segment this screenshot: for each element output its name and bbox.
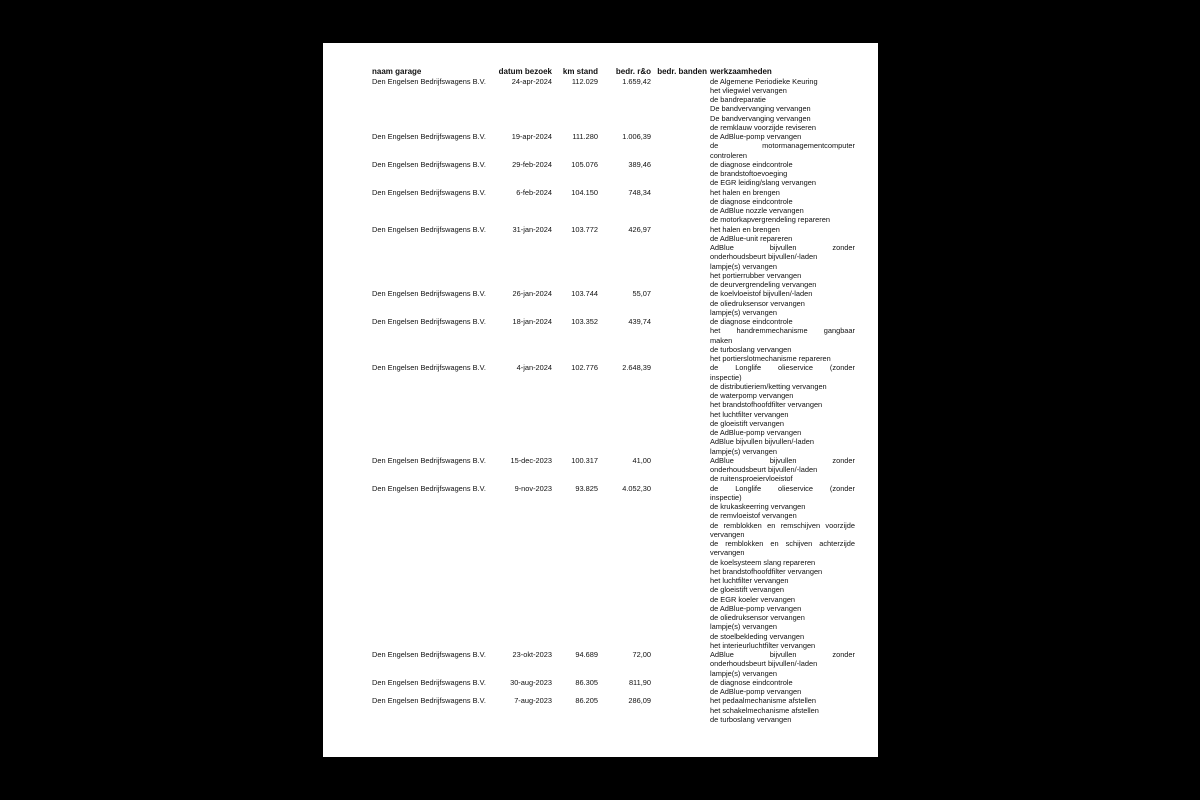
cell-ro: 1.659,42 (622, 76, 651, 86)
task-line: De bandvervanging vervangen (710, 113, 811, 123)
task-line: het brandstofhoofdfilter vervangen (710, 566, 823, 576)
task-line: de stoelbekleding vervangen (710, 631, 805, 641)
cell-garage: Den Engelsen Bedrijfswagens B.V. (372, 159, 486, 169)
task-line: de EGR leiding/slang vervangen (710, 178, 816, 188)
cell-km: 111.280 (572, 132, 598, 141)
cell-date: 6-feb-2024 (516, 187, 552, 197)
cell-garage: Den Engelsen Bedrijfswagens B.V. (372, 187, 486, 197)
cell-werkzaamheden (710, 363, 855, 456)
task-line: de oliedruksensor vervangen (710, 298, 805, 308)
cell-date: 30-aug-2023 (510, 677, 552, 687)
task-line: het halen en brengen (710, 224, 780, 234)
document-page (323, 43, 878, 757)
task-line: lampje(s) vervangen (710, 622, 777, 632)
task-line: lampje(s) vervangen (710, 307, 777, 317)
task-line: lampje(s) vervangen (710, 261, 777, 271)
cell-km: 104.150 (571, 187, 598, 197)
task-line: het interieurluchtfilter vervangen (710, 640, 816, 650)
cell-werkzaamheden (710, 650, 855, 678)
task-line: het portierrubber vervangen (710, 270, 802, 280)
cell-werkzaamheden (710, 289, 855, 317)
cell-garage: Den Engelsen Bedrijfswagens B.V. (372, 483, 486, 493)
task-line: het portierslotmechanisme repareren (710, 354, 831, 363)
cell-garage: Den Engelsen Bedrijfswagens B.V. (372, 455, 486, 465)
task-line: de motormanagementcomputer (710, 141, 855, 151)
cell-km: 103.744 (571, 289, 598, 299)
cell-ro: 2.648,39 (622, 363, 651, 373)
cell-werkzaamheden (710, 456, 855, 484)
cell-date: 7-aug-2023 (514, 696, 552, 706)
cell-ro: 1.006,39 (622, 132, 651, 141)
task-line: de bandreparatie (710, 95, 766, 104)
task-line: de AdBlue-unit repareren (710, 233, 793, 243)
cell-date: 24-apr-2024 (511, 76, 552, 86)
task-line: AdBlue bijvullen bijvullen/-laden (710, 437, 814, 447)
cell-date: 26-jan-2024 (512, 289, 552, 299)
task-line: de Longlife olieservice (zonder (710, 483, 855, 493)
task-line: de diagnose eindcontrole (710, 317, 793, 326)
task-line: de AdBlue nozzle vervangen (710, 206, 804, 215)
task-line: de motorkapvergrendeling repareren (710, 215, 830, 225)
task-line: de Algemene Periodieke Keuring (710, 76, 818, 86)
task-line: het vliegwiel vervangen (710, 85, 787, 95)
task-line: de koelvloeistof bijvullen/-laden (710, 289, 813, 299)
cell-date: 31-jan-2024 (512, 224, 552, 234)
task-line: controleren (710, 150, 747, 160)
cell-ro: 72,00 (632, 650, 651, 659)
cell-garage: Den Engelsen Bedrijfswagens B.V. (372, 363, 486, 373)
task-line: de brandstoftoevoeging (710, 169, 788, 178)
header-date: datum bezoek (498, 67, 552, 76)
task-line: vervangen (710, 548, 745, 558)
cell-km: 86.305 (575, 677, 598, 687)
cell-km: 102.776 (571, 363, 598, 373)
task-line: de ruitensproeiervloeistof (710, 474, 793, 484)
cell-date: 18-jan-2024 (512, 317, 552, 326)
task-line: de remblokken en remschijven voorzijde (710, 520, 855, 530)
cell-ro: 41,00 (632, 455, 651, 465)
task-line: lampje(s) vervangen (710, 446, 777, 456)
cell-werkzaamheden (710, 484, 855, 651)
task-line: het luchtfilter vervangen (710, 409, 789, 419)
task-line: de gloeistift vervangen (710, 585, 784, 595)
cell-date: 15-dec-2023 (510, 455, 552, 465)
task-line: AdBlue bijvullen zonder (710, 243, 855, 252)
cell-ro: 439,74 (628, 317, 651, 326)
task-line: vervangen (710, 529, 745, 539)
cell-werkzaamheden (710, 678, 855, 697)
cell-werkzaamheden (710, 160, 855, 188)
task-line: de waterpomp vervangen (710, 391, 794, 400)
cell-date: 19-apr-2024 (511, 132, 552, 141)
task-line: de gloeistift vervangen (710, 418, 784, 428)
cell-km: 103.772 (571, 224, 598, 234)
task-line: de diagnose eindcontrole (710, 196, 793, 206)
task-line: de koelsysteem slang repareren (710, 557, 816, 567)
cell-km: 94.689 (575, 650, 598, 659)
task-line: de AdBlue-pomp vervangen (710, 687, 802, 696)
task-line: het luchtfilter vervangen (710, 576, 789, 585)
task-line: de diagnose eindcontrole (710, 159, 793, 169)
task-line: de remblokken en schijven achterzijde (710, 539, 855, 548)
task-line: de distributieriem/ketting vervangen (710, 381, 827, 391)
cell-km: 105.076 (571, 159, 598, 169)
cell-werkzaamheden (710, 317, 855, 363)
cell-ro: 389,46 (628, 159, 651, 169)
task-line: onderhoudsbeurt bijvullen/-laden (710, 465, 818, 474)
header-ro: bedr. r&o (615, 67, 651, 76)
cell-garage: Den Engelsen Bedrijfswagens B.V. (372, 289, 486, 299)
cell-werkzaamheden (710, 132, 855, 160)
task-line: de oliedruksensor vervangen (710, 613, 805, 622)
cell-garage: Den Engelsen Bedrijfswagens B.V. (372, 650, 486, 659)
cell-date: 9-nov-2023 (514, 483, 552, 493)
cell-ro: 748,34 (628, 187, 651, 197)
cell-ro: 426,97 (628, 224, 651, 234)
cell-ro: 4.052,30 (622, 483, 651, 493)
task-line: de Longlife olieservice (zonder (710, 363, 855, 373)
task-line: De bandvervanging vervangen (710, 104, 811, 114)
cell-ro: 286,09 (628, 696, 651, 706)
cell-ro: 55,07 (632, 289, 651, 299)
task-line: de diagnose eindcontrole (710, 677, 793, 687)
task-line: lampje(s) vervangen (710, 668, 777, 678)
cell-km: 100.317 (571, 455, 598, 465)
cell-date: 23-okt-2023 (512, 650, 552, 659)
cell-date: 4-jan-2024 (516, 363, 552, 373)
task-line: onderhoudsbeurt bijvullen/-laden (710, 659, 818, 669)
task-line: de remklauw voorzijde reviseren (710, 122, 816, 132)
task-line: inspectie) (710, 372, 742, 382)
cell-garage: Den Engelsen Bedrijfswagens B.V. (372, 677, 486, 687)
cell-km: 112.029 (571, 76, 598, 86)
cell-km: 93.825 (575, 483, 598, 493)
task-line: AdBlue bijvullen zonder (710, 650, 855, 659)
cell-garage: Den Engelsen Bedrijfswagens B.V. (372, 317, 486, 326)
task-line: inspectie) (710, 492, 742, 502)
task-line: de deurvergrendeling vervangen (710, 280, 817, 289)
cell-werkzaamheden (710, 188, 855, 225)
task-line: de turboslang vervangen (710, 344, 792, 354)
task-line: het handremmechanisme gangbaar (710, 326, 855, 336)
task-line: het halen en brengen (710, 187, 780, 197)
task-line: de turboslang vervangen (710, 714, 792, 724)
header-garage: naam garage (372, 67, 422, 76)
task-line: het pedaalmechanisme afstellen (710, 696, 816, 706)
task-line: de EGR koeler vervangen (710, 594, 796, 604)
cell-garage: Den Engelsen Bedrijfswagens B.V. (372, 132, 486, 141)
cell-garage: Den Engelsen Bedrijfswagens B.V. (372, 696, 486, 706)
cell-date: 29-feb-2024 (512, 159, 552, 169)
task-line: de remvloeistof vervangen (710, 511, 797, 521)
task-line: de AdBlue-pomp vervangen (710, 428, 802, 437)
task-line: de krukaskeerring vervangen (710, 502, 806, 511)
task-line: AdBlue bijvullen zonder (710, 455, 855, 465)
header-werk: werkzaamheden (710, 67, 772, 76)
task-line: de AdBlue-pomp vervangen (710, 603, 802, 613)
task-line: maken (710, 335, 733, 345)
header-km: km stand (562, 67, 598, 76)
cell-werkzaamheden (710, 77, 855, 133)
task-line: het brandstofhoofdfilter vervangen (710, 400, 823, 410)
cell-garage: Den Engelsen Bedrijfswagens B.V. (372, 76, 486, 86)
cell-garage: Den Engelsen Bedrijfswagens B.V. (372, 224, 486, 234)
cell-km: 103.352 (571, 317, 598, 326)
cell-werkzaamheden (710, 696, 855, 724)
task-line: het schakelmechanisme afstellen (710, 705, 819, 715)
cell-km: 86.205 (575, 696, 598, 706)
cell-ro: 811,90 (628, 677, 651, 687)
task-line: onderhoudsbeurt bijvullen/-laden (710, 252, 818, 262)
task-line: de AdBlue-pomp vervangen (710, 132, 802, 141)
header-banden: bedr. banden (657, 67, 707, 76)
cell-werkzaamheden (710, 225, 855, 290)
